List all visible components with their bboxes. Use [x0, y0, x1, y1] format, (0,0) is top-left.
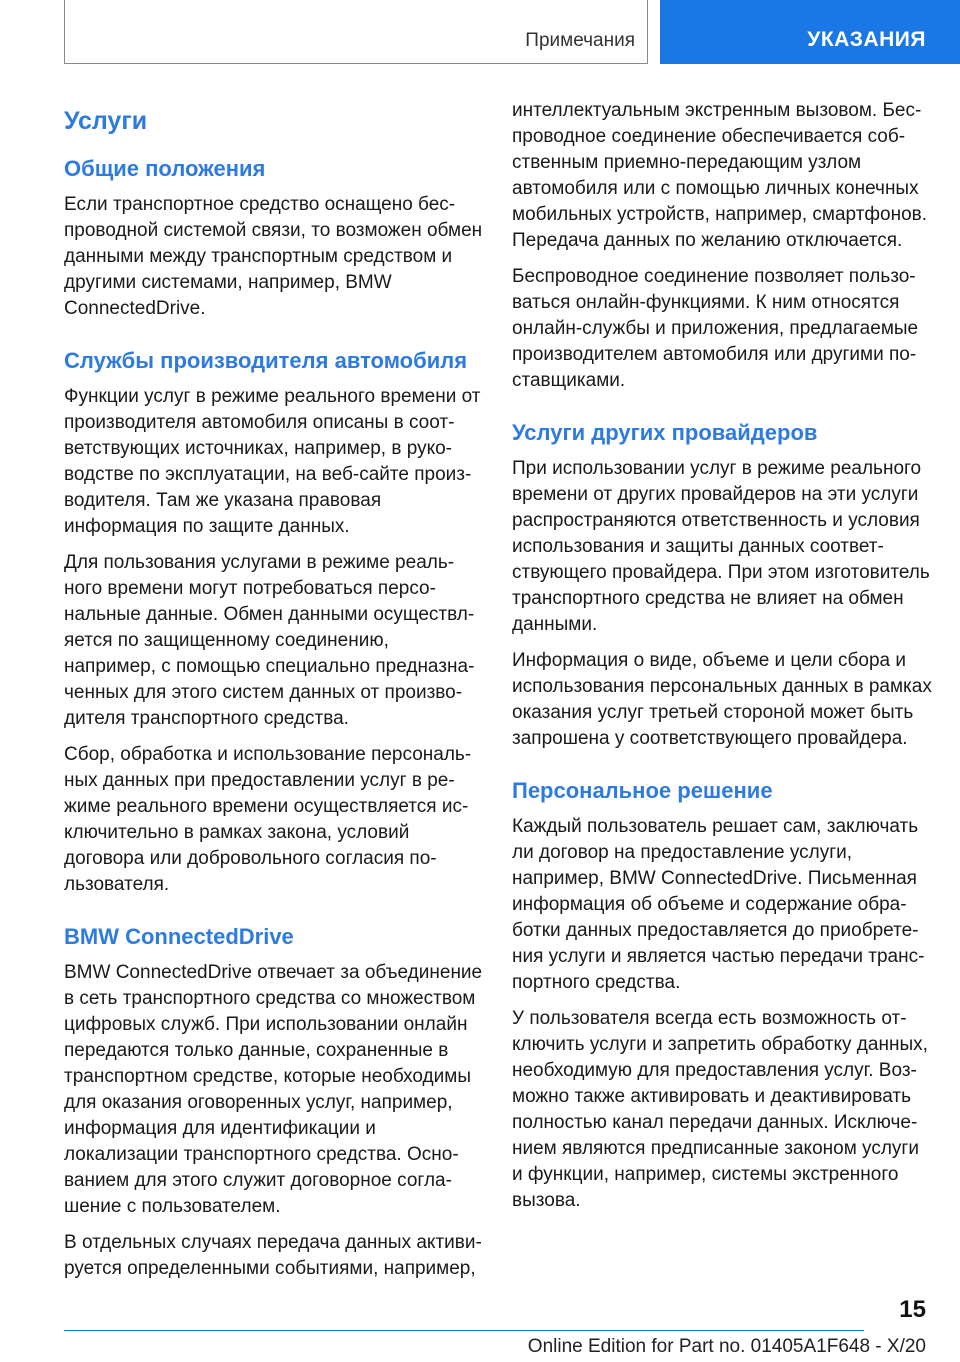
paragraph: У пользователя всегда есть возможность отключить услуги и запретить обработку данных, необходимую для предоставления услуг. Возможно также активировать и деактивировать полностью канал передачи данных. Исключением являются предписанные законом услуги и функции, например, системы экстренного вызова.	[512, 1008, 928, 1211]
footer-edition: Online Edition for Part no. 01405A1F648 - X/20	[527, 1336, 926, 1357]
right-column	[512, 98, 932, 1224]
paragraph: интеллектуальным экстренным вызовом. Беспроводное соединение обеспечивается собственным приемно-передающим узлом автомобиля или с помощью личных конечных мобильных устройств, например, смартфонов. Передача данных по желанию отключается.	[512, 100, 928, 251]
paragraph: Если транспортное средство оснащено беспроводной системой связи, то возможен обмен данными между транспортным средством и другими системами, например, BMW ConnectedDrive.	[64, 194, 483, 319]
left-column	[64, 98, 484, 1292]
page-header	[0, 0, 960, 66]
header-tab-notes	[64, 0, 648, 64]
section-heading-personal-decision: Персональное решение	[512, 778, 773, 803]
page-number: 15	[899, 1296, 926, 1323]
section-heading-manufacturer-services: Службы производителя автомобиля	[64, 348, 468, 373]
paragraph: При использовании услуг в режиме реального времени от других провайдеров на эти услуги распространяются ответственность и условия использования и защиты данных соответствующего провайдера. При этом изготовитель транспортного средства не влияет на обмен данными.	[512, 458, 930, 635]
footer-divider	[64, 1330, 864, 1331]
paragraph: Информация о виде, объеме и цели сбора и использования персональных данных в рамках оказания услуг третьей стороной может быть запрошена у соответствующего провайдера.	[512, 650, 932, 749]
paragraph: Беспроводное соединение позволяет пользоваться онлайн-функциями. К ним относятся онлайн-службы и приложения, предлагаемые производителем автомобиля или другими поставщиками.	[512, 266, 919, 391]
section-heading-third-party: Услуги других провайдеров	[512, 420, 818, 445]
page-title: Услуги	[64, 107, 148, 135]
section-heading-general: Общие положения	[64, 156, 266, 181]
paragraph: Каждый пользователь решает сам, заключать ли договор на предоставление услуги, например, BMW ConnectedDrive. Письменная информация об объеме и содержание обработки данных предоставляется до приобретения услуги и является частью передачи транспортного средства.	[512, 816, 925, 993]
section-heading-connecteddrive: BMW ConnectedDrive	[64, 924, 294, 949]
header-tab-instructions	[660, 0, 960, 64]
paragraph: Для пользования услугами в режиме реального времени могут потребоваться персональные данные. Обмен данными осуществляется по защищенному соединению, например, с помощью специально предназначенных для этого систем данных от производителя транспортного средства.	[64, 552, 475, 729]
paragraph: В отдельных случаях передача данных активируется определенными событиями, например,	[64, 1232, 482, 1279]
paragraph: BMW ConnectedDrive отвечает за объединение в сеть транспортного средства со множеством цифровых служб. При использовании онлайн передаются только данные, сохраненные в транспортном средстве, которые необходимы для оказания оговоренных услуг, например, информация для идентификации и локализации транспортного средства. Основанием для этого служит договорное соглашение с пользователем.	[64, 962, 483, 1217]
paragraph: Функции услуг в режиме реального времени от производителя автомобиля описаны в соответствующих источниках, например, в руководстве по эксплуатации, на веб-сайте производителя. Там же указана правовая информация по защите данных.	[64, 386, 481, 537]
header-notes-label: Примечания	[525, 30, 635, 51]
paragraph: Сбор, обработка и использование персональных данных при предоставлении услуг в режиме реального времени осуществляется исключительно в рамках закона, условий договора или добровольного согласия пользователя.	[64, 744, 472, 895]
header-instructions-label: УКАЗАНИЯ	[807, 28, 926, 51]
